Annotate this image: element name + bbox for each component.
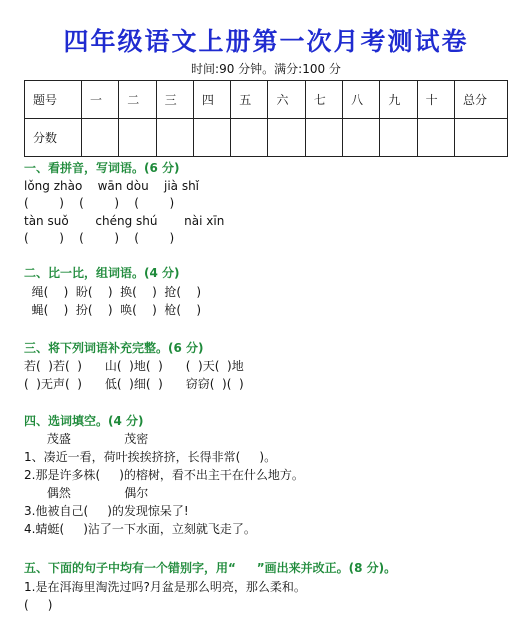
score-table [24, 80, 508, 157]
score-cell[interactable] [305, 119, 342, 157]
table-row [25, 81, 508, 119]
table-cell: 七 [305, 81, 342, 119]
score-cell[interactable] [343, 119, 380, 157]
section-1-line: ( ) ( ) ( ) [24, 231, 175, 245]
table-cell: 三 [156, 81, 193, 119]
section-3-line: 若( )若( ) 山( )地( ) ( )天( )地 [24, 359, 244, 373]
score-cell[interactable] [380, 119, 417, 157]
score-cell[interactable] [231, 119, 268, 157]
section-4-word-options: 茂盛 茂密 [24, 432, 149, 446]
table-cell: 八 [343, 81, 380, 119]
section-4-line: 3.他被自己( )的发现惊呆了! [24, 504, 189, 518]
table-cell: 十 [417, 81, 454, 119]
score-cell[interactable] [417, 119, 454, 157]
page-title: 四年级语文上册第一次月考测试卷 [63, 27, 469, 56]
section-5-line: ( ) [24, 598, 53, 612]
section-5-heading: 五、下面的句子中均有一个错别字，用“ ”画出来并改正。(8 分)。 [24, 561, 397, 575]
section-4-word-options: 偶然 偶尔 [24, 486, 149, 500]
section-1-heading: 一、看拼音，写词语。(6 分) [24, 161, 180, 175]
score-cell[interactable] [156, 119, 193, 157]
table-row [25, 119, 508, 157]
score-cell[interactable] [119, 119, 156, 157]
score-cell[interactable] [193, 119, 230, 157]
exam-time-score: 时间:90 分钟。满分:100 分 [191, 62, 341, 76]
table-cell: 分数 [25, 119, 82, 157]
table-cell: 二 [119, 81, 156, 119]
section-2-line: 蝇( ) 扮( ) 唤( ) 枪( ) [24, 303, 202, 317]
section-3-line: ( )无声( ) 低( )细( ) 窃窃( )( ) [24, 377, 244, 391]
section-4-line: 4.蜻蜓( )沾了一下水面，立刻就飞走了。 [24, 522, 256, 536]
section-1-line: tàn suǒ chéng shú nài xīn [24, 214, 225, 228]
section-2-line: 绳( ) 盼( ) 换( ) 抢( ) [24, 285, 202, 299]
section-4-line: 1、凑近一看，荷叶挨挨挤挤，长得非常( )。 [24, 450, 277, 464]
score-cell[interactable] [268, 119, 305, 157]
table-cell: 四 [193, 81, 230, 119]
section-4-heading: 四、选词填空。(4 分) [24, 414, 144, 428]
table-cell: 一 [82, 81, 119, 119]
section-5-line: 1.是在洱海里淘洗过吗?月盆是那么明亮，那么柔和。 [24, 580, 306, 594]
score-cell[interactable] [455, 119, 508, 157]
table-cell: 总分 [455, 81, 508, 119]
section-1-line: lǒng zhào wān dòu jià shǐ [24, 179, 200, 193]
table-cell: 六 [268, 81, 305, 119]
table-cell: 题号 [25, 81, 82, 119]
score-cell[interactable] [82, 119, 119, 157]
section-1-line: ( ) ( ) ( ) [24, 196, 175, 210]
section-3-heading: 三、将下列词语补充完整。(6 分) [24, 341, 204, 355]
section-2-heading: 二、比一比，组词语。(4 分) [24, 266, 180, 280]
section-4-line: 2.那是许多株( )的榕树，看不出主干在什么地方。 [24, 468, 304, 482]
table-cell: 九 [380, 81, 417, 119]
table-cell: 五 [231, 81, 268, 119]
